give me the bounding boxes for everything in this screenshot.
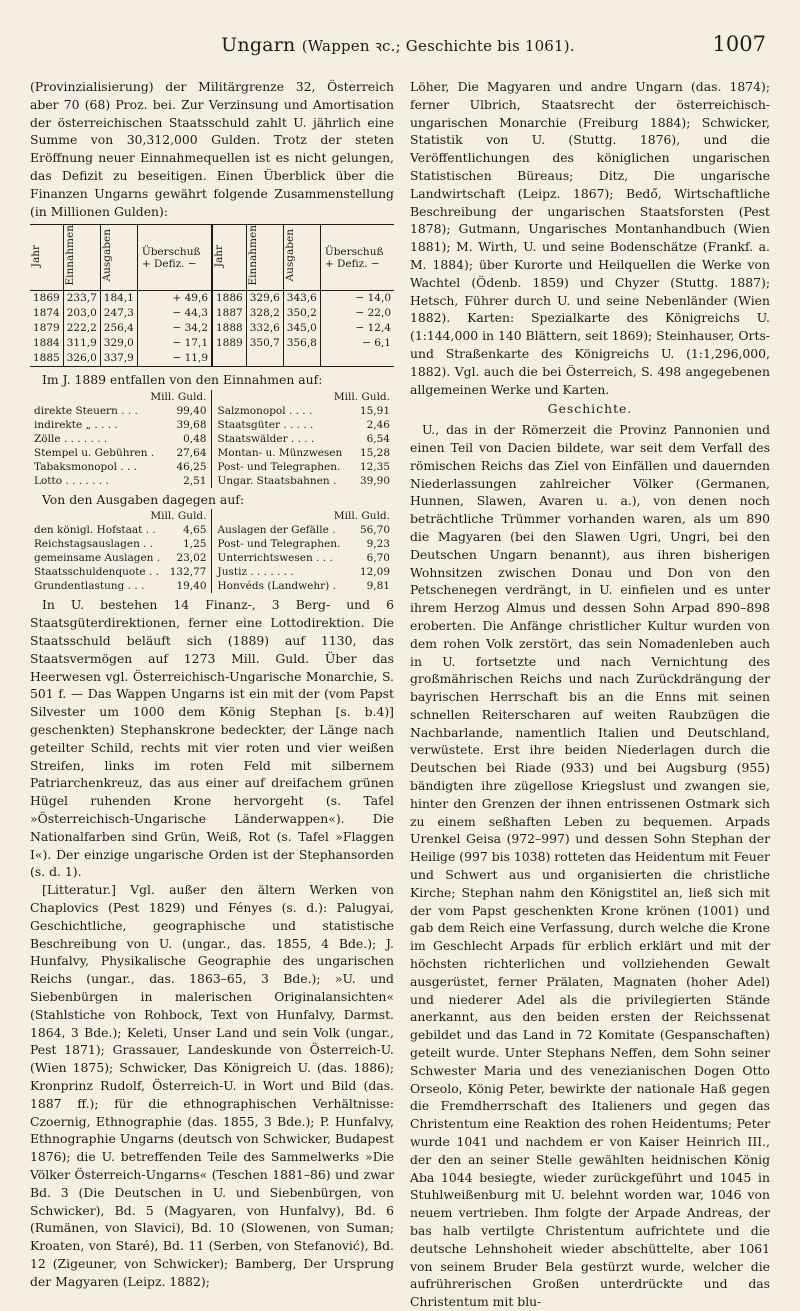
col-header-expense-1: Ausgaben [100,225,137,291]
list-item [34,551,207,565]
list-item [218,523,391,537]
literature-continued-paragraph: Löher, Die Magyaren und andre Ungarn (das. 1874); ferner Ulbrich, Staatsrecht der österreichisch-ungarischen Monarchie (Freiburg 1884); Schwicker, Statistik von U. (Stuttg. 1876), und die Veröffentlichungen des königlichen ungarischen Statistischen Büreaus; Ditz, Die ungarische Landwirtschaft (Leipz. 1867); Bedő, Wirtschaftliche Beschreibung der ungarischen Staatsforsten (Pest 1878); Gutmann, Ungarisches Montanhandbuch (Wien 1881); M. Wirth, U. und seine Bodenschätze (Frankf. a. M. 1884); über Kurorte und Heilquellen die Werke von Wachtel (Ödenb. 1859) und Chyzer (Stuttg. 1887); Hetsch, Führer durch U. und seine Nebenländer (Wien 1882). Karten: Spezialkarte des Königreichs U. (1:144,000 in 140 Blättern, seit 1869); Steinhauser, Orts- und Straßenkarte des Königreichs U. (1:1,296,000, 1882). Vgl. auch die bei Österreich, S. 498 angegebenen allgemeinen Werke und Karten. [410,79,770,397]
list-item-value: 46,25 [176,460,207,473]
list-item-label: Justiz . . . . . . . [217,566,294,579]
table-cell: 1879 [33,321,60,334]
col-header-balance-1: Überschuß + Defiz. − [137,225,212,291]
expense-rows-left [34,523,207,593]
table-cell: 256,4 [100,321,137,336]
list-item-value: 4,65 [183,524,207,537]
finance-table-header [30,225,394,291]
list-item-label: Post- und Telegraphen. [217,460,341,473]
table-cell: 1887 [212,306,246,321]
table-cell: 1869 [33,291,60,304]
income-unit-right: Mill. Guld. [333,390,390,403]
table-cell: − 12,4 [320,321,394,336]
col-header-year-2: Jahr [212,225,246,291]
table-cell: 328,2 [246,306,283,321]
list-item-label: Auslagen der Gefälle . [217,524,336,537]
income-lists [30,390,394,488]
list-item [218,565,391,579]
running-title-main: Ungarn [221,34,296,56]
list-item-label: indirekte „ . . . . [34,418,118,431]
running-title [30,34,766,56]
table-cell: 1885 [30,351,63,367]
list-item-label: gemeinsame Auslagen . [34,552,161,565]
income-list-right [211,390,395,488]
administration-paragraph: In U. bestehen 14 Finanz-, 3 Berg- und 6 Staatsgüterdirektionen, ferner eine Lottodirektion. Die Staatsschuld beläuft sich (1889) auf 1130, das Staatsvermögen auf 1273 Mill. Guld. Über das Heerwesen vgl. Österreichisch-Ungarische Monarchie, S. 501 f. — Das Wappen Ungarns ist ein mit der (vom Papst Silvester um 1000 dem König Stephan [s. b.4)] geschenkten) Stephanskrone bedeckter, der Länge nach geteilter Schild, rechts mit vier roten und vier weißen Streifen, links im roten Feld mit silbernem Patriarchenkreuz, das aus einer auf dreifachem grünen Hügel ruhenden Krone hervorgeht (s. Tafel »Österreichisch-Ungarische Länderwappen«). Die Nationalfarben sind Grün, Weiß, Rot (s. Tafel »Flaggen I«). Der einzige ungarische Orden ist der Stephansorden (s. d. 1). [30,597,394,880]
list-item-label: Zölle . . . . . . . [34,432,108,445]
expense-list-right [211,509,395,593]
list-item-label: Tabaksmonopol . . . [34,460,137,473]
table-cell: 1884 [33,336,60,349]
list-item-label: Honvéds (Landwehr) . [217,580,336,593]
list-item [34,565,207,579]
list-item [34,474,207,488]
income-rows-left [34,404,207,488]
list-item [34,432,207,446]
section-heading-history: Geschichte. [547,401,633,417]
table-cell: − 34,2 [137,321,212,336]
table-cell [283,351,320,367]
list-item-value: 6,54 [366,432,390,445]
col-header-income-2: Einnahmen [246,225,283,291]
list-item [218,432,391,446]
table-cell: + 49,6 [137,290,212,306]
list-item-value: 12,09 [359,566,390,579]
list-item-value: 19,40 [176,580,207,593]
list-item-value: 15,28 [359,446,390,459]
col-header-income-1: Einnahmen [63,225,100,291]
expense-intro: Von den Ausgaben dagegen auf: [42,491,245,507]
table-cell: 1889 [212,336,246,351]
running-title-subtitle: (Wappen ꝛc.; Geschichte bis 1061). [301,37,575,55]
list-item-value: 1,25 [183,538,207,551]
income-list-left [30,390,211,488]
right-column [410,78,770,1311]
list-item [218,418,391,432]
expense-lists [30,509,394,593]
table-row [30,290,394,306]
list-item-value: 6,70 [366,552,390,565]
table-row [30,351,394,367]
list-item-value: 99,40 [176,404,207,417]
list-item-label: den königl. Hofstaat . . [34,524,156,537]
list-item-value: 9,23 [366,538,390,551]
list-item-label: Unterrichtswesen . . . [217,552,333,565]
table-row [30,306,394,321]
income-intro: Im J. 1889 entfallen von den Einnahmen auf: [42,371,323,387]
list-item [218,551,391,565]
table-cell: 326,0 [63,351,100,367]
list-item-label: Staatswälder . . . . [217,432,315,445]
table-cell: 233,7 [63,290,100,306]
table-cell: 350,7 [246,336,283,351]
expense-list-left [30,509,211,593]
table-cell: 332,6 [246,321,283,336]
list-item [34,404,207,418]
list-item-value: 0,48 [183,432,207,445]
table-cell: 1888 [212,321,246,336]
list-item-value: 23,02 [176,552,207,565]
list-item-label: Reichstagsauslagen . . [34,538,154,551]
list-item-value: 2,46 [366,418,390,431]
table-cell: 311,9 [63,336,100,351]
table-cell: 329,0 [100,336,137,351]
list-item [218,474,391,488]
history-paragraph: U., das in der Römerzeit die Provinz Pannonien und einen Teil von Dacien bildete, war seit dem Verfall des römischen Reichs das Ziel von Einfällen und dauernden Niederlassungen zahlreicher Völker (Germanen, Hunnen, Slawen, Avaren u. a.), von denen noch beträchtliche Trümmer vorhanden waren, als um 890 die Magyaren (bei den Slawen Ugri, Ungri, bei den Deutschen Ungarn benannt), aus ihren bisherigen Wohnsitzen zwischen Donau und Don von den Petschenegen verdrängt, in U. einfielen und es unter ihrem Herzog Almus und dessen Sohn Arpad 890–898 eroberten. Die Anfänge christlicher Kultur wurden von dem rohen Volk zerstört, das sein Nomadenleben auch in U. fortsetzte und nach Vernichtung des großmährischen Reichs und nach Zurückdrängung der bayrischen Herrschaft bis an die Enns mit seinen schnellen Reiterscharen auf weiten Raubzügen die Nachbarlande, namentlich Italien und Deutschland, verwüstete. Erst ihre beiden Niederlagen durch die Deutschen bei Riade (933) und bei Augsburg (955) bändigten ihre zügellose Kriegslust und zwangen sie, hinter den Grenzen der ihnen entrissenen Ostmark sich zu einem seßhaften Leben zu bequemen. Arpads Urenkel Geisa (972–997) und dessen Sohn Stephan der Heilige (997 bis 1038) rotteten das Heidentum mit Feuer und Schwert aus und organisierten die christliche Kirche; Stephan nahm den Königstitel an, ließ sich mit der vom Papst geschenkten Krone krönen (1001) und gab dem Reich eine Verfassung, durch welche die Krone im Geschlecht Arpads für erblich erklärt und mit der höchsten richterlichen und vollziehenden Gewalt ausgerüstet, ferner Prälaten, Magnaten (hoher Adel) und niederer Adel als die privilegierten Stände anerkannt, aus den beiden ersten der Reichssenat gebildet und das Land in 72 Komitate (Gespanschaften) geteilt wurde. Unter Stephans Neffen, dem Sohn seiner Schwester Maria und des venezianischen Dogen Otto Orseolo, König Peter, bewirkte der nationale Haß gegen die Fremdherrschaft des Italieners und gegen das Christentum eine Reaktion des rohen Heidentums; Peter wurde 1041 und nachdem er von Kaiser Heinrich III., der den an seiner Stelle gewählten heidnischen König Aba 1044 besiegte, wieder zurückgeführt und 1045 in Stuhlweißenburg mit U. belehnt worden war, 1046 von neuem vertrieben. Ihm folgte der Arpade Andreas, der bas halb vertilgte Christentum aufrichtete und die deutsche Lehnshoheit wieder abschüttelte, aber 1061 von seinem Bruder Bela gestürzt wurde, welcher die aufrührerischen Großen unterdrückte und das Christentum mit blu- [410,422,770,1310]
table-cell: − 14,0 [320,290,394,306]
expense-rows-right [218,523,391,593]
table-cell: 1886 [212,290,246,306]
table-cell: − 6,1 [320,336,394,351]
list-item [218,460,391,474]
col-header-expense-2: Ausgaben [283,225,320,291]
list-item [34,579,207,593]
list-item [34,460,207,474]
list-item [218,579,391,593]
list-item-label: Salzmonopol . . . . [217,404,313,417]
finance-intro-paragraph: (Provinzialisierung) der Militärgrenze 32, Österreich aber 70 (68) Proz. bei. Zur Verzinsung und Amortisation der österreichischen Staatsschuld zahlt U. jährlich eine Summe von 30,312,000 Gulden. Trotz der steten Eröffnung neuer Einnahmequellen ist es nicht gelungen, das Defizit zu beseitigen. Einen Überblick über die Finanzen Ungarns gewährt folgende Zusammenstellung (in Millionen Gulden): [30,79,394,219]
list-item-value: 132,77 [169,566,207,579]
table-cell: 247,3 [100,306,137,321]
table-cell: − 22,0 [320,306,394,321]
col-header-year-1: Jahr [30,225,63,291]
list-item-label: Post- und Telegraphen. [217,538,341,551]
list-item [34,446,207,460]
list-item-value: 39,68 [176,418,207,431]
table-cell: 222,2 [63,321,100,336]
table-cell [320,351,394,367]
table-cell: 345,0 [283,321,320,336]
table-cell: 350,2 [283,306,320,321]
list-item [218,537,391,551]
table-row [30,336,394,351]
list-item-label: Stempel u. Gebühren . [34,446,155,459]
expense-unit-left: Mill. Guld. [150,510,207,523]
page-header [30,28,766,68]
table-cell: − 11,9 [137,351,212,367]
table-cell: 343,6 [283,290,320,306]
table-cell: 203,0 [63,306,100,321]
list-item-value: 2,51 [183,474,207,487]
list-item [218,404,391,418]
list-item-label: Staatsgüter . . . . . [217,418,314,431]
table-cell: − 17,1 [137,336,212,351]
list-item-label: Ungar. Staatsbahnen . [217,474,337,487]
list-item-label: Staatsschuldenquote . . [34,566,159,579]
finance-table [30,224,394,367]
list-item-value: 15,91 [359,404,390,417]
table-cell: − 44,3 [137,306,212,321]
table-cell [212,351,246,367]
list-item-value: 12,35 [359,460,390,473]
left-column [30,78,394,1291]
literature-paragraph: [Litteratur.] Vgl. außer den ältern Werken von Chaplovics (Pest 1829) und Fényes (s. d.): Palugyai, Geschichtliche, geographische und statistische Beschreibung von U. (ungar., das. 1855, 4 Bde.); J. Hunfalvy, Physikalische Geographie des ungarischen Reichs (ungar., das. 1863–65, 3 Bde.); »U. und Siebenbürgen in malerischen Originalansichten« (Stahlstiche von Rohbock, Text von Hunfalvy, Darmst. 1864, 3 Bde.); Keleti, Unser Land und sein Volk (ungar., Pest 1871); Grassauer, Landeskunde von Österreich-U. (Wien 1875); Schwicker, Das Königreich U. (das. 1886); Kronprinz Rudolf, Österreich-U. in Wort und Bild (das. 1887 ff.); für die ethnographischen Verhältnisse: Czoernig, Ethnographie (das. 1855, 3 Bde.); P. Hunfalvy, Ethnographie Ungarns (deutsch von Schwicker, Budapest 1876); die U. betreffenden Teile des Sammelwerks »Die Völker Österreich-Ungarns« (Teschen 1881–86) und zwar Bd. 3 (Die Deutschen in U. und Siebenbürgen, von Schwicker), Bd. 5 (Magyaren, von Hunfalvy), Bd. 6 (Rumänen, von Slavici), Bd. 10 (Slowenen, von Suman; Kroaten, von Staré), Bd. 11 (Serben, von Stefanović), Bd. 12 (Zigeuner, von Schwicker); Bamberg, Der Ursprung der Magyaren (Leipz. 1882); [30,882,394,1289]
finance-table-body [30,290,394,366]
list-item [34,537,207,551]
col-header-balance-2: Überschuß + Defiz. − [320,225,394,291]
list-item-value: 27,64 [176,446,207,459]
list-item-label: Lotto . . . . . . . [34,474,109,487]
list-item [34,418,207,432]
list-item-label: Montan- u. Münzwesen [217,446,343,459]
table-row [30,321,394,336]
page-number: 1007 [712,32,766,56]
table-cell: 337,9 [100,351,137,367]
list-item-label: direkte Steuern . . . [34,404,138,417]
table-cell: 1874 [33,306,60,319]
income-rows-right [218,404,391,488]
income-unit-left: Mill. Guld. [150,390,207,403]
list-item-label: Grundentlastung . . . [34,580,145,593]
table-cell: 329,6 [246,290,283,306]
table-cell [246,351,283,367]
list-item [218,446,391,460]
list-item [34,523,207,537]
table-cell: 184,1 [100,290,137,306]
list-item-value: 39,90 [359,474,390,487]
expense-unit-right: Mill. Guld. [333,510,390,523]
table-cell: 356,8 [283,336,320,351]
list-item-value: 56,70 [359,524,390,537]
list-item-value: 9,81 [366,580,390,593]
